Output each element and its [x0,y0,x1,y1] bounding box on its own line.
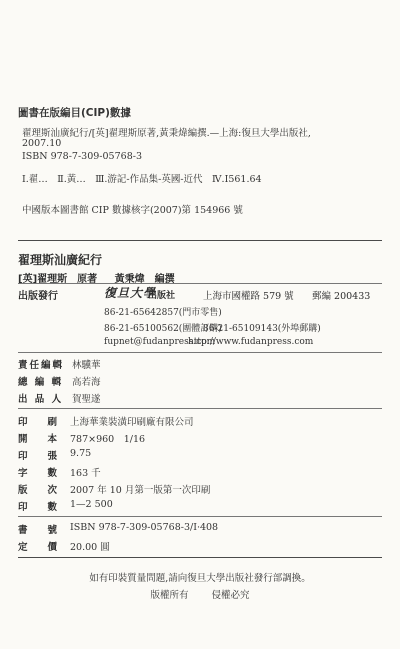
isbn-row [18,522,218,536]
spec-row [18,414,194,428]
staff-key: 總 編 輯 [18,377,64,388]
publisher-address: 上海市國權路 579 號 [203,291,294,302]
staff-value: 高若海 [72,377,101,388]
divider-top [18,240,382,241]
book-title: 翟理斯汕廣紀行 [18,253,103,267]
divider-isbn [18,516,382,517]
price-row [18,539,110,553]
cip-line-2: 2007.10 [22,138,62,149]
staff-row [18,391,101,405]
cip-line-1: 翟理斯汕廣紀行/[英]翟理斯原著,黃秉煒編撰.—上海:復旦大學出版社, [22,128,311,139]
spec-row [18,465,101,479]
staff-key: 出 品 人 [18,394,64,405]
isbn-value: ISBN 978-7-309-05768-3/I·408 [70,522,219,533]
divider-specs [18,408,382,409]
price-key: 定價 [18,542,78,553]
spec-key: 字數 [18,468,78,479]
phone-retail: 86-21-65642857(門市零售) [104,308,222,318]
publisher-name-suffix: 出版社 [148,291,176,301]
cip-library-number: 中國版本圖書館 CIP 數據核字(2007)第 154966 號 [22,205,243,216]
copyright-reserved: 版權所有 [150,590,189,601]
spec-row [18,448,91,462]
author-credit: [英]翟理斯 原著 [18,274,98,285]
staff-row [18,357,101,371]
spec-value: 9.75 [70,448,92,459]
staff-value: 賀聖遂 [72,394,101,405]
cip-isbn: ISBN 978-7-309-05768-3 [22,151,142,162]
staff-row [18,374,101,388]
editor-credit: 黃秉煒 編撰 [114,274,175,285]
spec-key: 版次 [18,485,78,496]
publisher-website: http://www.fudanpress.com [188,337,314,347]
spec-row [18,431,145,445]
divider-publisher [18,283,382,284]
copyright-notice [0,587,400,601]
publisher-label: 出版發行 [18,291,58,302]
staff-key: 責任編輯 [18,360,65,371]
cip-classification: Ⅰ.翟… Ⅱ.黃… Ⅲ.游記-作品集-英國-近代 Ⅳ.I561.64 [22,174,262,185]
spec-row [18,499,113,513]
staff-value: 林驥華 [72,360,101,371]
phone-mail: 86-21-65109143(外埠郵購) [203,324,321,334]
spec-key: 印刷 [18,417,78,428]
divider-staff [18,352,382,353]
divider-bottom [18,557,382,558]
spec-value: 163 千 [70,468,101,479]
price-value: 20.00 圓 [70,542,110,553]
publisher-logo: 復旦大學 [104,286,157,300]
quality-notice: 如有印裝質量問題,請向復旦大學出版社發行部調換。 [89,573,311,584]
spec-value: 上海華業裝潢印刷廠有限公司 [70,417,194,428]
isbn-key: 書號 [18,525,78,536]
spec-key: 開本 [18,434,78,445]
cip-heading: 圖書在版編目(CIP)數據 [18,107,131,119]
spec-key: 印數 [18,502,78,513]
spec-value: 787×960 1/16 [70,434,146,445]
phone-group: 86-21-65100562(團體訂購) [104,324,222,334]
publisher-email: fupnet@fudanpress.com [104,337,216,347]
spec-value: 2007 年 10 月第一版第一次印刷 [70,485,211,496]
publisher-postcode: 郵編 200433 [312,291,371,302]
spec-row [18,482,210,496]
copyright-infringement: 侵權必究 [211,590,250,601]
spec-value: 1—2 500 [70,499,113,510]
spec-key: 印張 [18,451,78,462]
